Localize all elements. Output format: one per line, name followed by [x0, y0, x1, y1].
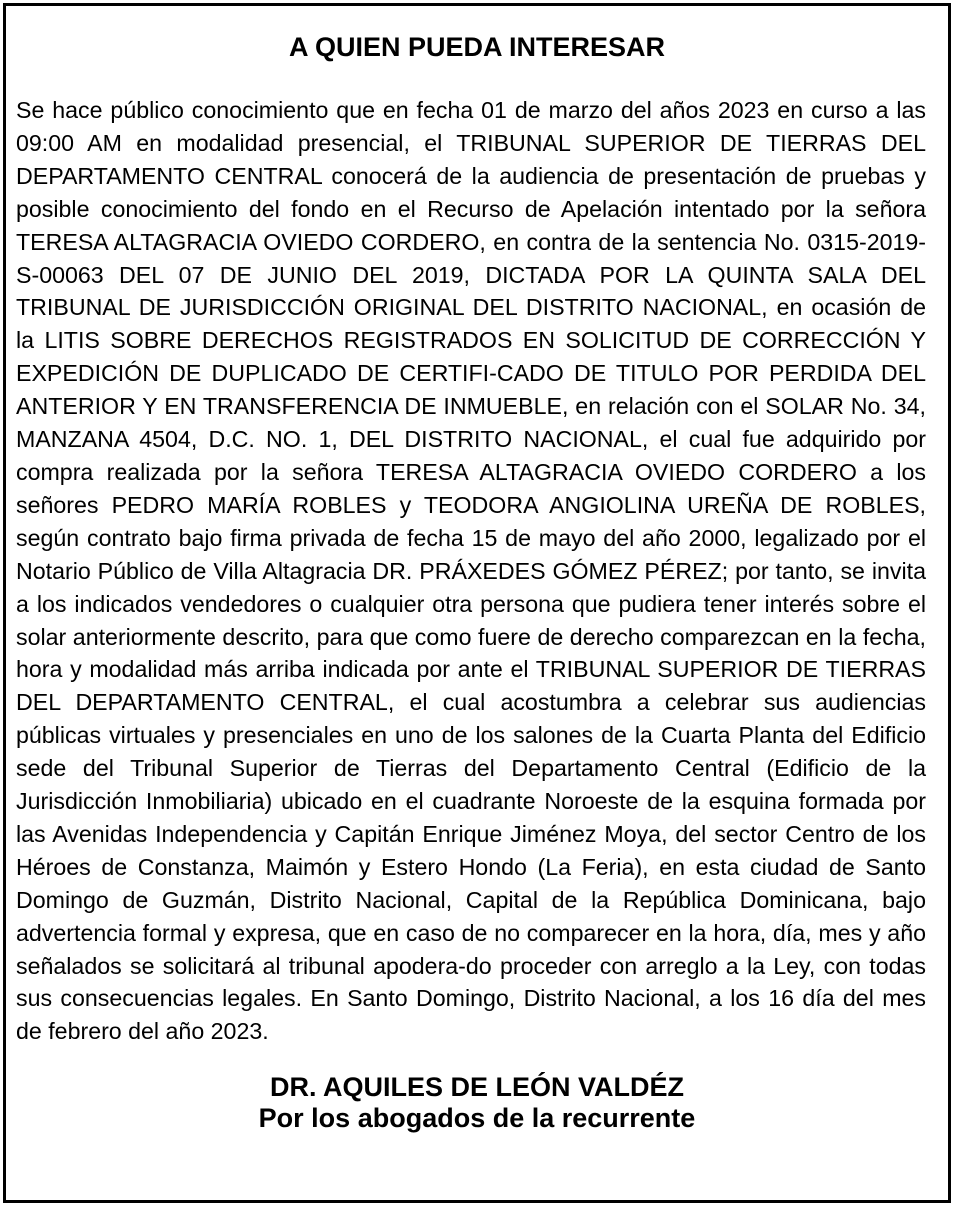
- notice-title: A QUIEN PUEDA INTERESAR: [288, 32, 666, 62]
- signature-block: [0, 1072, 954, 1134]
- notice-body-paragraph: Se hace público conocimiento que en fecha 01 de marzo del años 2023 en curso a las 09:00 AM en modalidad presencial, el TRIBUNAL SUPERIOR DE TIERRAS DEL DEPARTAMENTO CENTRAL conocerá de la audiencia de presentación de pruebas y posible conocimiento del fondo en el Recurso de Apelación intentado por la señora TERESA ALTAGRACIA OVIEDO CORDERO, en contra de la sentencia No. 0315-2019-S-00063 DEL 07 DE JUNIO DEL 2019, DICTADA POR LA QUINTA SALA DEL TRIBUNAL DE JURISDICCIÓN ORIGINAL DEL DISTRITO NACIONAL, en ocasión de la LITIS SOBRE DERECHOS REGISTRADOS EN SOLICITUD DE CORRECCIÓN Y EXPEDICIÓN DE DUPLICADO DE CERTIFI-CADO DE TITULO POR PERDIDA DEL ANTERIOR Y EN TRANSFERENCIA DE INMUEBLE, en relación con el SOLAR No. 34, MANZANA 4504, D.C. NO. 1, DEL DISTRITO NACIONAL, el cual fue adquirido por compra realizada por la señora TERESA ALTAGRACIA OVIEDO CORDERO a los señores PEDRO MARÍA ROBLES y TEODORA ANGIOLINA UREÑA DE ROBLES, según contrato bajo firma privada de fecha 15 de mayo del año 2000, legalizado por el Notario Público de Villa Altagracia DR. PRÁXEDES GÓMEZ PÉREZ; por tanto, se invita a los indicados vendedores o cualquier otra persona que pudiera tener interés sobre el solar anteriormente descrito, para que como fuere de derecho comparezcan en la fecha, hora y modalidad más arriba indicada por ante el TRIBUNAL SUPERIOR DE TIERRAS DEL DEPARTAMENTO CENTRAL, el cual acostumbra a celebrar sus audiencias públicas virtuales y presenciales en uno de los salones de la Cuarta Planta del Edificio sede del Tribunal Superior de Tierras del Departamento Central (Edificio de la Jurisdicción Inmobiliaria) ubicado en el cuadrante Noroeste de la esquina formada por las Avenidas Independencia y Capitán Enrique Jiménez Moya, del sector Centro de los Héroes de Constanza, Maimón y Estero Hondo (La Feria), en esta ciudad de Santo Domingo de Guzmán, Distrito Nacional, Capital de la República Dominicana, bajo advertencia formal y expresa, que en caso de no comparecer en la hora, día, mes y año señalados se solicitará al tribunal apodera-do proceder con arreglo a la Ley, con todas sus consecuencias legales. En Santo Domingo, Distrito Nacional, a los 16 día del mes de febrero del año 2023.: [16, 97, 926, 1045]
- signatory-role: Por los abogados de la recurrente: [258, 1103, 696, 1133]
- notice-body: [16, 94, 926, 1048]
- signatory-name: DR. AQUILES DE LEÓN VALDÉZ: [269, 1072, 685, 1102]
